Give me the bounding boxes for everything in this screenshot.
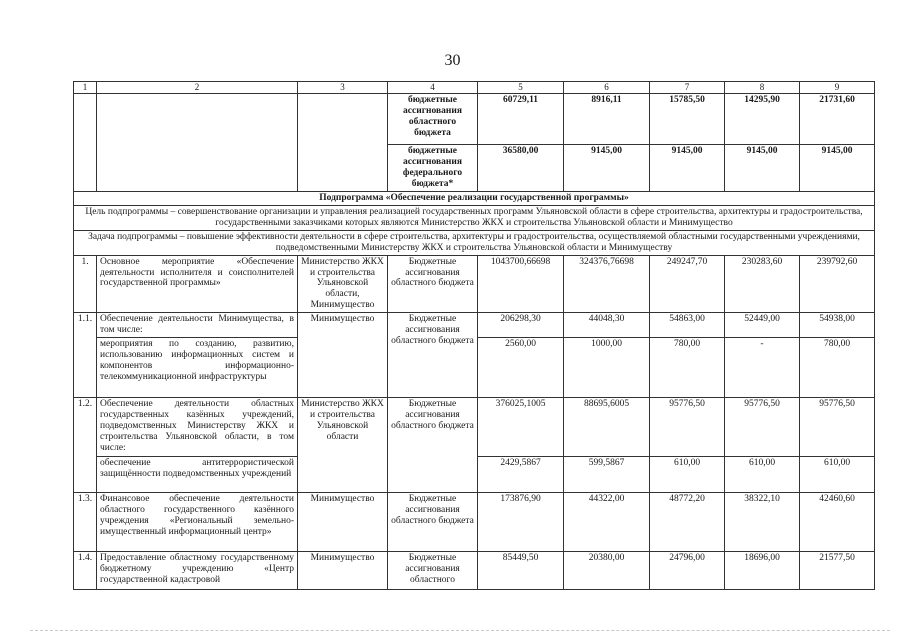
table-row <box>74 255 875 313</box>
value-cell: 2560,00 <box>478 338 564 398</box>
row-number: 1.2. <box>74 398 97 493</box>
value-cell: 20380,00 <box>564 552 650 590</box>
value-cell: 8916,11 <box>564 94 650 145</box>
value-cell: 88695,6005 <box>564 398 650 457</box>
value-cell: 54863,00 <box>650 313 725 338</box>
funding-source: Бюджетные ассигнования областного бюджета <box>388 493 478 552</box>
value-cell: 54938,00 <box>800 313 875 338</box>
empty-cell <box>97 94 298 192</box>
table-row <box>74 398 875 457</box>
header-cell: 4 <box>388 82 478 94</box>
value-cell: 44322,00 <box>564 493 650 552</box>
executor: Минимущество <box>298 313 388 398</box>
budget-table <box>73 81 875 590</box>
value-cell: 21577,50 <box>800 552 875 590</box>
header-cell: 2 <box>97 82 298 94</box>
subprogram-task: Задача подпрограммы – повышение эффективности деятельности в сфере строительства, архитектуры и градостроительства, осуществляемой областными государственными учреждениями, подведомственными Министерству ЖКХ и строительства Ульяновской области и Минимуществу <box>74 230 875 255</box>
measure-name: Обеспечение деятельности Минимущества, в том числе: <box>97 313 298 338</box>
value-cell: 9145,00 <box>725 145 800 192</box>
value-cell: 376025,1005 <box>478 398 564 457</box>
value-cell: 95776,50 <box>650 398 725 457</box>
value-cell: 60729,11 <box>478 94 564 145</box>
value-cell: 2429,5867 <box>478 457 564 493</box>
measure-name: обеспечение антитеррористической защищённости подведомственных учреждений <box>97 457 298 493</box>
value-cell: 239792,60 <box>800 255 875 313</box>
funding-source: Бюджетные ассигнования областного бюджета <box>388 313 478 398</box>
value-cell: 36580,00 <box>478 145 564 192</box>
value-cell: 9145,00 <box>650 145 725 192</box>
value-cell: 9145,00 <box>564 145 650 192</box>
value-cell: 24796,00 <box>650 552 725 590</box>
value-cell: 14295,90 <box>725 94 800 145</box>
measure-name: Основное мероприятие «Обеспечение деятельности исполнителя и соисполнителей государственной программы» <box>97 255 298 313</box>
value-cell: 44048,30 <box>564 313 650 338</box>
value-cell: 230283,60 <box>725 255 800 313</box>
header-cell: 8 <box>725 82 800 94</box>
measure-name: Обеспечение деятельности областных государственных казённых учреждений, подведомственных Министерству ЖКХ и строительства Ульяновской области, в том числе: <box>97 398 298 457</box>
table-row <box>74 230 875 255</box>
value-cell: 249247,70 <box>650 255 725 313</box>
value-cell: 610,00 <box>800 457 875 493</box>
value-cell: 1043700,66698 <box>478 255 564 313</box>
value-cell: 95776,50 <box>725 398 800 457</box>
value-cell: 599,5867 <box>564 457 650 493</box>
row-number: 1. <box>74 255 97 313</box>
empty-cell <box>74 94 97 192</box>
table-row <box>74 94 875 145</box>
value-cell: 42460,60 <box>800 493 875 552</box>
header-cell: 5 <box>478 82 564 94</box>
value-cell: 18696,00 <box>725 552 800 590</box>
table-row <box>74 205 875 230</box>
header-cell: 9 <box>800 82 875 94</box>
value-cell: 38322,10 <box>725 493 800 552</box>
subprogram-title: Подпрограмма «Обеспечение реализации государственной программы» <box>74 192 875 206</box>
value-cell: 48772,20 <box>650 493 725 552</box>
header-cell: 3 <box>298 82 388 94</box>
measure-name: Финансовое обеспечение деятельности областного государственного казённого учреждения «Региональный земельно-имущественный информационный центр» <box>97 493 298 552</box>
executor: Министерство ЖКХ и строительства Ульяновской области, Минимущество <box>298 255 388 313</box>
value-cell: 1000,00 <box>564 338 650 398</box>
funding-source: бюджетные ассигнования областного бюджета <box>388 94 478 145</box>
scan-edge-mark <box>30 630 890 634</box>
value-cell: 780,00 <box>650 338 725 398</box>
value-cell: 15785,50 <box>650 94 725 145</box>
value-cell: 324376,76698 <box>564 255 650 313</box>
value-cell: 206298,30 <box>478 313 564 338</box>
value-cell: 52449,00 <box>725 313 800 338</box>
executor: Министерство ЖКХ и строительства Ульяновской области <box>298 398 388 493</box>
value-cell: 9145,00 <box>800 145 875 192</box>
row-number: 1.3. <box>74 493 97 552</box>
funding-source: Бюджетные ассигнования областного <box>388 552 478 590</box>
table-row <box>74 313 875 338</box>
empty-cell <box>298 94 388 192</box>
value-cell: 610,00 <box>725 457 800 493</box>
table-row <box>74 552 875 590</box>
header-cell: 1 <box>74 82 97 94</box>
measure-name: Предоставление областному государственному бюджетному учреждению «Центр государственной кадастровой <box>97 552 298 590</box>
funding-source: Бюджетные ассигнования областного бюджета <box>388 255 478 313</box>
value-cell: 95776,50 <box>800 398 875 457</box>
value-cell: 173876,90 <box>478 493 564 552</box>
header-cell: 6 <box>564 82 650 94</box>
column-number-header <box>74 82 875 94</box>
header-cell: 7 <box>650 82 725 94</box>
funding-source: Бюджетные ассигнования областного бюджета <box>388 398 478 493</box>
executor: Минимущество <box>298 552 388 590</box>
executor: Минимущество <box>298 493 388 552</box>
measure-name: мероприятия по созданию, развитию, использованию информационных систем и компонентов информационно-телекоммуникационной инфраструктуры <box>97 338 298 398</box>
page-number: 30 <box>444 52 461 69</box>
value-cell: 21731,60 <box>800 94 875 145</box>
subprogram-goal: Цель подпрограммы – совершенствование организации и управления реализацией государственных программ Ульяновской области в сфере строительства, архитектуры и градостроительства, государственными заказчиками которых являются Министерство ЖКХ и строительства Ульяновской области и Минимущество <box>74 205 875 230</box>
value-cell: 610,00 <box>650 457 725 493</box>
table-row <box>74 192 875 206</box>
value-cell: - <box>725 338 800 398</box>
value-cell: 85449,50 <box>478 552 564 590</box>
row-number: 1.4. <box>74 552 97 590</box>
table-row <box>74 493 875 552</box>
funding-source: бюджетные ассигнования федерального бюджета* <box>388 145 478 192</box>
value-cell: 780,00 <box>800 338 875 398</box>
row-number: 1.1. <box>74 313 97 398</box>
